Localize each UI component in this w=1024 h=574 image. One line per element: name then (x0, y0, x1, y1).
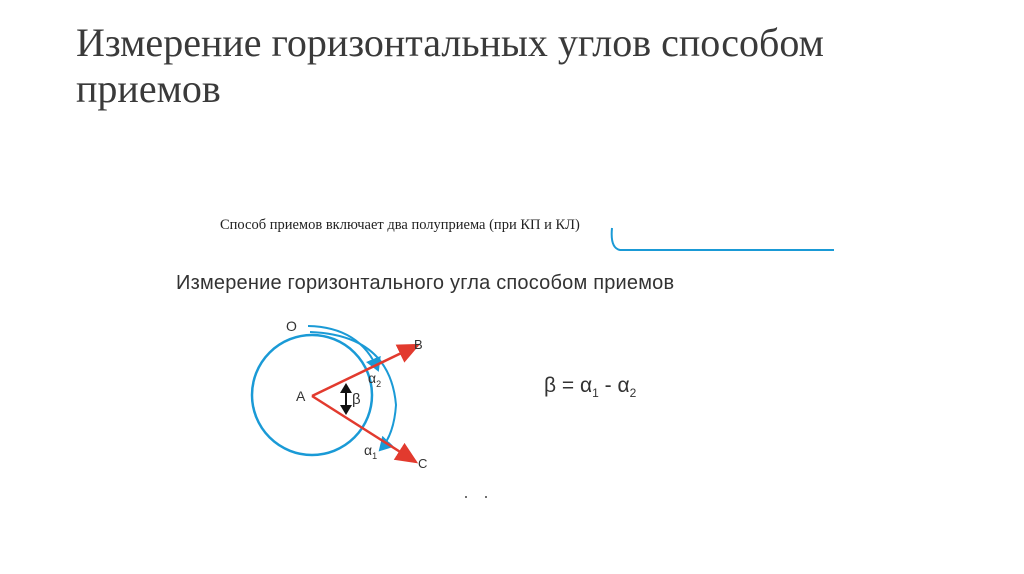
formula-sub2: 2 (629, 386, 637, 401)
label-c: C (418, 456, 428, 471)
angle-diagram (240, 305, 460, 480)
formula-sub1: 1 (592, 386, 599, 401)
label-b: B (414, 337, 423, 352)
formula-lhs: β = α (544, 374, 593, 397)
ray-ab (312, 345, 418, 396)
slide-title: Измерение горизонтальных углов способом приемов (76, 20, 824, 111)
formula-mid: - α (598, 374, 630, 397)
label-alpha1: $\alpha_1$ (364, 442, 378, 461)
label-alpha2: $\alpha_2$ (368, 370, 382, 389)
figure-heading: Измерение горизонтального угла способом приемов (176, 272, 675, 294)
beta-formula (544, 374, 636, 400)
label-beta: β (352, 391, 361, 408)
intro-text: Способ приемов включает два полуприема (при КП и КЛ) (220, 217, 580, 233)
label-o: O (286, 318, 297, 334)
label-a: A (296, 388, 306, 404)
